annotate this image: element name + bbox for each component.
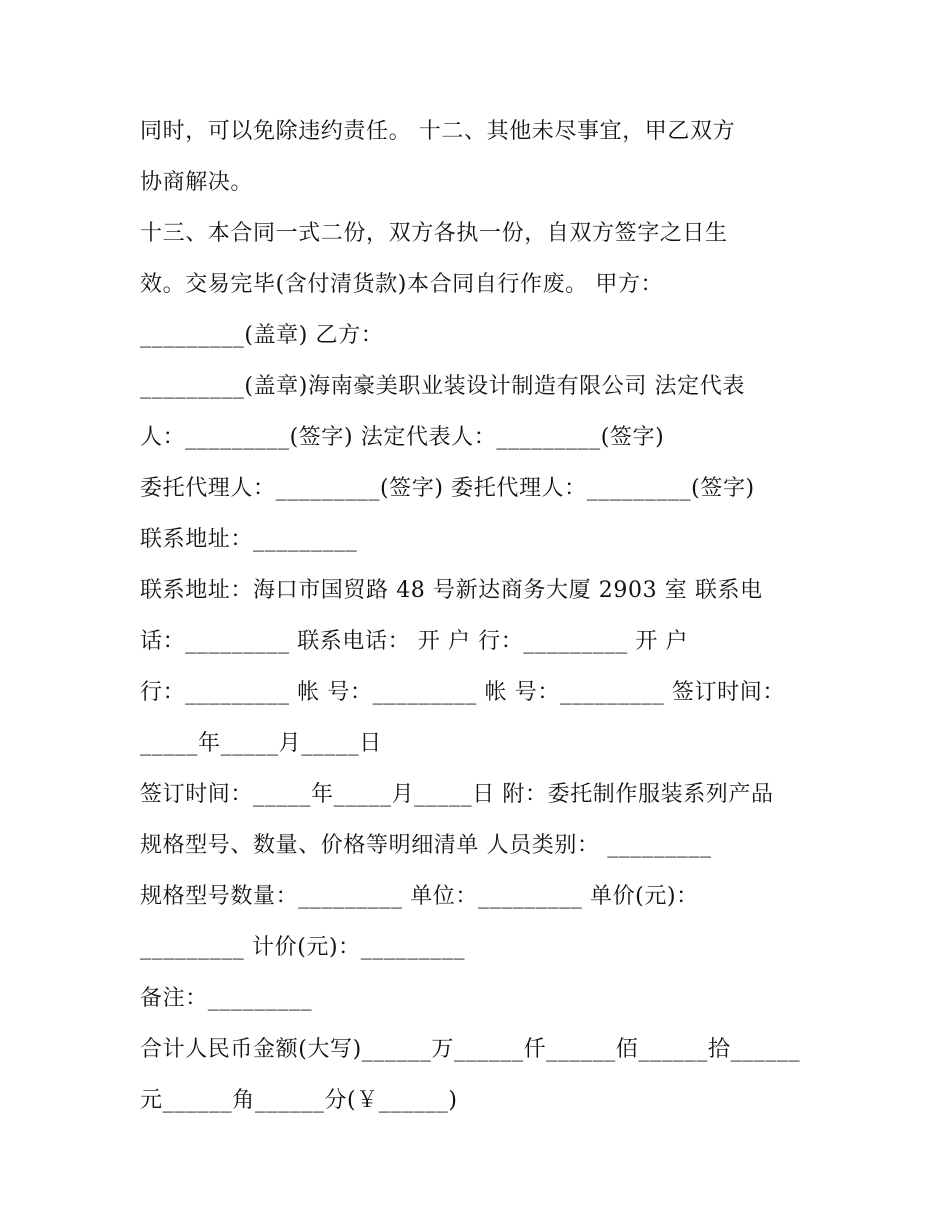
text-line: 同时，可以免除违约责任。 十二、其他未尽事宜，甲乙双方 — [140, 119, 736, 144]
text-line: 联系地址：海口市国贸路 48 号新达商务大厦 2903 室 联系电 — [140, 578, 763, 603]
text-line: _________(盖章)海南豪美职业装设计制造有限公司 法定代表 — [140, 374, 745, 399]
text-line: 规格型号、数量、价格等明细清单 人员类别： _________ — [140, 833, 712, 858]
text-line: 人：_________(签字) 法定代表人：_________(签字) — [140, 425, 665, 450]
text-line: 行：_________ 帐 号：_________ 帐 号：_________ 签订时间： — [140, 680, 785, 705]
contract-text — [140, 106, 820, 1126]
text-line: 规格型号数量：_________ 单位：_________ 单价(元)： — [140, 884, 699, 909]
text-line: 话：_________ 联系电话： 开 户 行：_________ 开 户 — [140, 629, 689, 654]
text-line: _________(盖章) 乙方： — [140, 323, 384, 348]
text-line: 协商解决。 — [140, 170, 254, 195]
text-line: _____年_____月_____日 — [140, 731, 382, 756]
text-line: 元______角______分(￥______) — [140, 1088, 458, 1113]
text-line: 联系地址：_________ — [140, 527, 358, 552]
text-line: 合计人民币金额(大写)______万______仟______佰______拾______ — [140, 1037, 801, 1062]
text-line: _________ 计价(元)：_________ — [140, 935, 466, 960]
text-line: 十三、本合同一式二份，双方各执一份，自双方签字之日生 — [140, 221, 728, 246]
text-line: 委托代理人：_________(签字) 委托代理人：_________(签字) — [140, 476, 755, 501]
text-line: 效。交易完毕(含付清货款)本合同自行作废。 甲方： — [140, 272, 664, 297]
text-line: 签订时间：_____年_____月_____日 附：委托制作服装系列产品 — [140, 782, 774, 807]
text-line: 备注：_________ — [140, 986, 313, 1011]
